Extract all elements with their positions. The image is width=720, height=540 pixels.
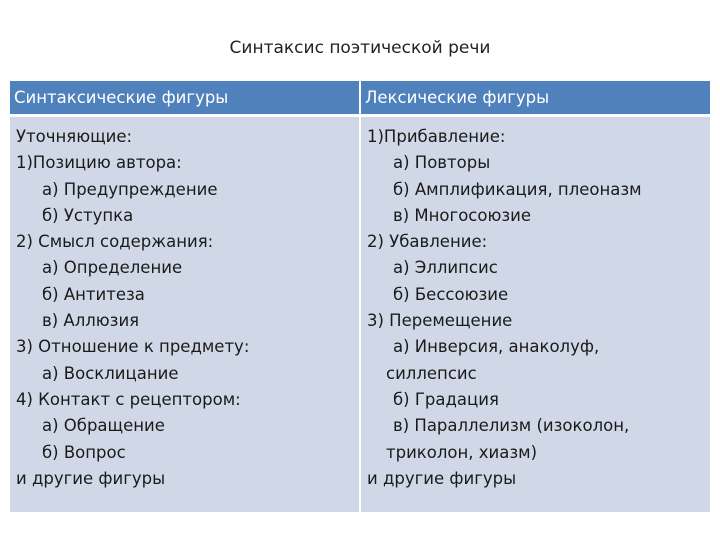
list-item: б) Вопрос xyxy=(42,442,126,462)
list-item: 2) Смысл содержания: xyxy=(16,232,214,252)
list-item: а) Восклицание xyxy=(42,363,179,383)
slide-title: Синтаксис поэтической речи xyxy=(229,38,491,58)
list-item: а) Инверсия, анаколуф, xyxy=(393,337,600,357)
list-item: б) Амплификация, плеоназм xyxy=(393,179,642,199)
list-item: 4) Контакт с рецептором: xyxy=(16,389,241,409)
list-item: 2) Убавление: xyxy=(367,232,488,252)
list-item: 3) Отношение к предмету: xyxy=(16,337,250,357)
syntactic-figures-cell xyxy=(10,116,360,513)
list-item: и другие фигуры xyxy=(16,468,166,488)
list-item: 3) Перемещение xyxy=(367,311,513,331)
list-item: в) Параллелизм (изоколон, xyxy=(393,416,630,436)
list-item: в) Аллюзия xyxy=(42,311,140,331)
list-item: триколон, хиазм) xyxy=(386,442,538,462)
header-syntactic-figures: Синтаксические фигуры xyxy=(10,80,360,116)
list-item: а) Повторы xyxy=(393,153,491,173)
list-item: 1)Прибавление: xyxy=(367,127,506,146)
table-row xyxy=(10,116,710,513)
list-item: а) Обращение xyxy=(42,416,165,436)
list-item: б) Градация xyxy=(393,389,499,409)
header-lexical-figures: Лексические фигуры xyxy=(360,80,710,116)
list-item: и другие фигуры xyxy=(367,468,517,488)
figures-table xyxy=(10,79,710,512)
lexical-figures-cell xyxy=(360,116,710,513)
list-item: а) Предупреждение xyxy=(42,179,218,199)
list-item: в) Многосоюзие xyxy=(393,205,531,225)
list-item: б) Антитеза xyxy=(42,284,145,304)
list-item: а) Эллипсис xyxy=(393,258,498,278)
list-item: б) Уступка xyxy=(42,205,134,225)
list-item: б) Бессоюзие xyxy=(393,284,509,304)
list-item: 1)Позицию автора: xyxy=(16,153,182,173)
list-item: силлепсис xyxy=(386,363,477,383)
table-header-row xyxy=(10,80,710,116)
list-item: Уточняющие: xyxy=(16,127,133,146)
list-item: а) Определение xyxy=(42,258,183,278)
